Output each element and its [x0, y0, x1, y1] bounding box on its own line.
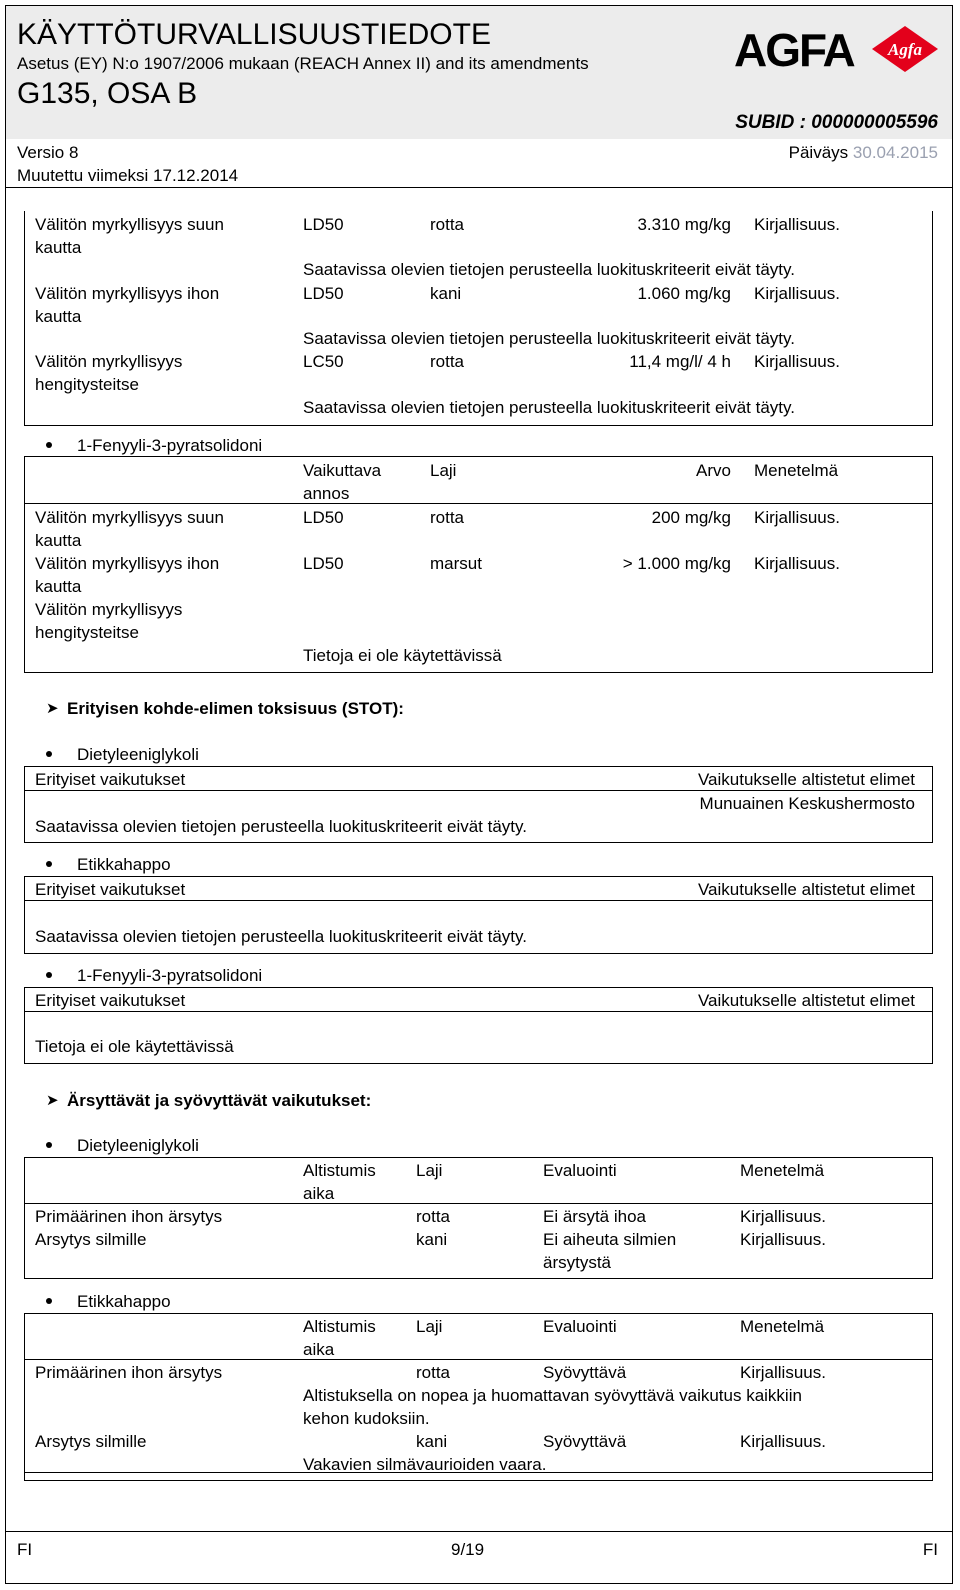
- irr1-row2-eval-line2: ärsytystä: [543, 1253, 612, 1272]
- stot-substance-3: 1-Fenyyli-3-pyratsolidoni: [77, 966, 263, 985]
- irr2-row1-method: Kirjallisuus.: [740, 1363, 826, 1382]
- row2-note: Saatavissa olevien tietojen perusteella luokituskriteerit eivät täyty.: [303, 329, 795, 348]
- print-date: [789, 143, 938, 163]
- header-method: Menetelmä: [740, 1317, 825, 1336]
- header-species: Laji: [416, 1317, 443, 1336]
- irr2-row1-eval: Syövyttävä: [543, 1363, 627, 1382]
- row1-method: Kirjallisuus.: [754, 215, 840, 234]
- header-method: Menetelmä: [754, 461, 839, 480]
- t2-row2-species: marsut: [430, 554, 482, 573]
- arrow-bullet-icon: ➤: [46, 1092, 59, 1109]
- row3-species: rotta: [430, 352, 465, 371]
- irr1-row1-label: Primäärinen ihon ärsytys: [35, 1207, 223, 1226]
- irr1-row1-species: rotta: [416, 1207, 451, 1226]
- irr2-row1-species: rotta: [416, 1363, 451, 1382]
- stot-col-left: Erityiset vaikutukset: [35, 991, 186, 1010]
- stot-col-right: Vaikutukselle altistetut elimet: [697, 991, 915, 1010]
- row1-species: rotta: [430, 215, 465, 234]
- bullet-icon: [46, 1142, 52, 1148]
- t2-row1-value: 200 mg/kg: [651, 508, 731, 527]
- irr1-row2-method: Kirjallisuus.: [740, 1230, 826, 1249]
- agfa-logo-icon: [734, 24, 940, 74]
- irritation-heading: Ärsyttävät ja syövyttävät vaikutukset:: [67, 1091, 372, 1110]
- stot-col-right: Vaikutukselle altistetut elimet: [697, 880, 915, 899]
- header-value: Arvo: [696, 461, 731, 480]
- document-page: [5, 5, 953, 1584]
- regulation-line: Asetus (EY) N:o 1907/2006 mukaan (REACH Annex II) and its amendments: [17, 54, 589, 73]
- header-time-line1: Altistumis: [303, 1161, 376, 1180]
- irr2-row1-note-line2: kehon kudoksiin.: [303, 1409, 430, 1428]
- header-eval: Evaluointi: [543, 1317, 617, 1336]
- t2-row2-type: LD50: [303, 554, 344, 573]
- bullet-icon: [46, 751, 52, 757]
- row3-method: Kirjallisuus.: [754, 352, 840, 371]
- bullet-icon: [46, 972, 52, 978]
- substance-name: 1-Fenyyli-3-pyratsolidoni: [77, 436, 263, 455]
- irr1-row1-eval: Ei ärsytä ihoa: [543, 1207, 646, 1226]
- stot-substance-1: Dietyleeniglykoli: [77, 745, 199, 764]
- footer-divider: [6, 1531, 952, 1532]
- stot-text-1: Saatavissa olevien tietojen perusteella luokituskriteerit eivät täyty.: [35, 817, 527, 836]
- page-number: 9/19: [451, 1540, 485, 1559]
- t2-row2-label-line1: Välitön myrkyllisyys ihon: [35, 554, 220, 573]
- irr2-row2-eval: Syövyttävä: [543, 1432, 627, 1451]
- irr1-row2-label: Arsytys silmille: [35, 1230, 147, 1249]
- header-time-line2: aika: [303, 1340, 335, 1359]
- logo-badge-text: Agfa: [888, 40, 922, 59]
- footer-left: FI: [17, 1540, 33, 1559]
- header-species: Laji: [416, 1161, 443, 1180]
- irritation-table-2-divider: [24, 1359, 933, 1360]
- t2-row2-method: Kirjallisuus.: [754, 554, 840, 573]
- header-species: Laji: [430, 461, 457, 480]
- version: Versio 8: [17, 143, 79, 162]
- irritation-substance-1: Dietyleeniglykoli: [77, 1136, 199, 1155]
- irr2-row1-label: Primäärinen ihon ärsytys: [35, 1363, 223, 1382]
- irr2-row2-label: Arsytys silmille: [35, 1432, 147, 1451]
- row3-label-line2: hengitysteitse: [35, 375, 139, 394]
- header-dose-line1: Vaikuttava: [303, 461, 382, 480]
- acute-toxicity-table-1: [24, 211, 933, 426]
- document-header: [6, 6, 952, 186]
- header-time-line1: Altistumis: [303, 1317, 376, 1336]
- product-name: G135, OSA B: [17, 77, 198, 110]
- header-divider: [6, 187, 952, 188]
- header-method: Menetelmä: [740, 1161, 825, 1180]
- row2-value: 1.060 mg/kg: [637, 284, 731, 303]
- irr2-row2-species: kani: [416, 1432, 448, 1451]
- header-dose-line2: annos: [303, 484, 350, 503]
- row3-label-line1: Välitön myrkyllisyys: [35, 352, 183, 371]
- irritation-table-1-divider: [24, 1203, 933, 1204]
- document-title: KÄYTTÖTURVALLISUUSTIEDOTE: [17, 18, 491, 51]
- t2-row3-label-line1: Välitön myrkyllisyys: [35, 600, 183, 619]
- row2-label-line2: kautta: [35, 307, 82, 326]
- irritation-substance-2: Etikkahappo: [77, 1292, 171, 1311]
- subid: SUBID : 000000005596: [735, 112, 938, 133]
- table-header-divider: [24, 503, 933, 504]
- t2-row2-value: > 1.000 mg/kg: [622, 554, 731, 573]
- row1-note: Saatavissa olevien tietojen perusteella luokituskriteerit eivät täyty.: [303, 260, 795, 279]
- row1-label-line1: Välitön myrkyllisyys suun: [35, 215, 224, 234]
- stot-text-2: Saatavissa olevien tietojen perusteella luokituskriteerit eivät täyty.: [35, 927, 527, 946]
- row1-type: LD50: [303, 215, 344, 234]
- t2-row2-label-line2: kautta: [35, 577, 82, 596]
- irr1-row1-method: Kirjallisuus.: [740, 1207, 826, 1226]
- row3-value: 11,4 mg/l/ 4 h: [629, 352, 731, 371]
- stot-col-left: Erityiset vaikutukset: [35, 880, 186, 899]
- date-label: Päiväys: [788, 143, 849, 162]
- stot-col-right: Vaikutukselle altistetut elimet: [697, 770, 915, 789]
- row1-value: 3.310 mg/kg: [637, 215, 731, 234]
- bullet-icon: [46, 1298, 52, 1304]
- row2-method: Kirjallisuus.: [754, 284, 840, 303]
- header-time-line2: aika: [303, 1184, 335, 1203]
- row2-species: kani: [430, 284, 462, 303]
- logo-wordmark: AGFA: [734, 24, 854, 74]
- row2-type: LD50: [303, 284, 344, 303]
- date-value: 30.04.2015: [852, 143, 938, 162]
- irr1-row2-eval-line1: Ei aiheuta silmien: [543, 1230, 677, 1249]
- row2-label-line1: Välitön myrkyllisyys ihon: [35, 284, 220, 303]
- row3-note: Saatavissa olevien tietojen perusteella luokituskriteerit eivät täyty.: [303, 398, 795, 417]
- revision-date: Muutettu viimeksi 17.12.2014: [17, 166, 239, 185]
- stot-organs: Munuainen Keskushermosto: [699, 794, 915, 813]
- footer-right: FI: [922, 1540, 938, 1559]
- stot-heading: Erityisen kohde-elimen toksisuus (STOT):: [67, 699, 404, 718]
- header-eval: Evaluointi: [543, 1161, 617, 1180]
- irr2-row1-note-line1: Altistuksella on nopea ja huomattavan syövyttävä vaikutus kaikkiin: [303, 1386, 802, 1405]
- t2-row1-label-line2: kautta: [35, 531, 82, 550]
- stot-substance-2: Etikkahappo: [77, 855, 171, 874]
- irr2-row2-method: Kirjallisuus.: [740, 1432, 826, 1451]
- stot-text-3: Tietoja ei ole käytettävissä: [35, 1037, 234, 1056]
- t2-no-data: Tietoja ei ole käytettävissä: [303, 646, 502, 665]
- stot-col-left: Erityiset vaikutukset: [35, 770, 186, 789]
- t2-row1-species: rotta: [430, 508, 465, 527]
- t2-row1-method: Kirjallisuus.: [754, 508, 840, 527]
- row1-label-line2: kautta: [35, 238, 82, 257]
- t2-row3-label-line2: hengitysteitse: [35, 623, 139, 642]
- irr2-row2-note: Vakavien silmävaurioiden vaara.: [303, 1455, 547, 1474]
- irr1-row2-species: kani: [416, 1230, 448, 1249]
- row3-type: LC50: [303, 352, 344, 371]
- bullet-icon: [46, 442, 52, 448]
- arrow-bullet-icon: ➤: [46, 700, 59, 717]
- t2-row1-label-line1: Välitön myrkyllisyys suun: [35, 508, 224, 527]
- t2-row1-type: LD50: [303, 508, 344, 527]
- bullet-icon: [46, 861, 52, 867]
